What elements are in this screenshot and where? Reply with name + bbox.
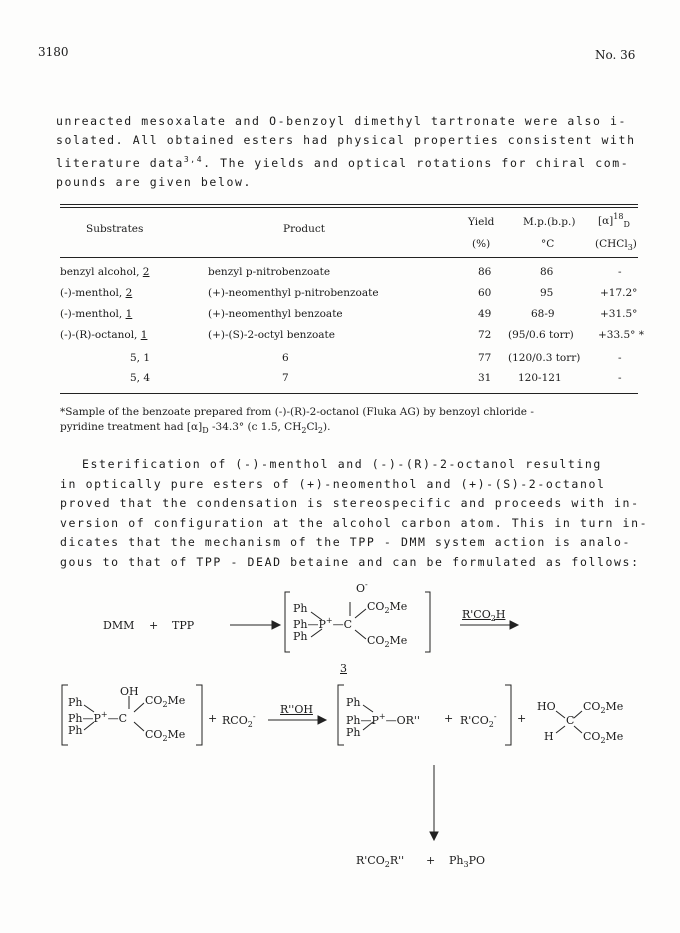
cell-substrate: (-)-menthol, 2 xyxy=(60,287,133,299)
carbon-label: C xyxy=(566,714,575,727)
cell-rotation: +31.5° xyxy=(600,308,638,320)
cell-product: (+)-(S)-2-octyl benzoate xyxy=(208,329,335,341)
header-yield: Yield xyxy=(468,216,495,228)
carboxylate-label: $R'CO_2^-$ xyxy=(460,712,497,729)
cell-yield: 31 xyxy=(478,372,492,384)
ester-group: $CO_2Me$ xyxy=(367,634,408,649)
paragraph-line: dicates that the mechanism of the TPP - DMM system action is analo- xyxy=(60,535,632,549)
phenyl-label: Ph xyxy=(293,602,308,615)
hydroxy-label: HO xyxy=(537,700,556,713)
phenyl-label: Ph xyxy=(293,630,308,643)
hydrogen-label: H xyxy=(544,730,554,743)
oxide-label: O- xyxy=(356,580,368,595)
cell-product: 7 xyxy=(282,372,289,384)
ester-group: $CO_2Me$ xyxy=(145,728,186,743)
plus-sign: + xyxy=(149,619,159,632)
cell-mp: (120/0.3 torr) xyxy=(508,352,581,364)
paragraph-line: in optically pure esters of (+)-neomenthol and (+)-(S)-2-octanol xyxy=(60,476,606,491)
paragraph-line: Esterification of (-)-menthol and (-)-(R)-2-octanol resulting xyxy=(82,457,602,471)
plus-sign: + xyxy=(208,712,218,725)
header-substrates: Substrates xyxy=(86,223,144,235)
tpp-label: TPP xyxy=(172,619,195,632)
cell-yield: 60 xyxy=(478,287,492,299)
cell-substrate: 5, 1 xyxy=(130,352,151,364)
cell-mp: 68-9 xyxy=(531,308,555,320)
phosphine-oxide-label: $Ph_3PO$ xyxy=(449,854,486,869)
paragraph-line: proved that the condensation is stereospecific and proceeds with in- xyxy=(60,496,640,510)
intro-line: literature data$^{3,4}$. The yields and optical rotations for chiral com- xyxy=(56,155,630,170)
cell-mp: 86 xyxy=(540,266,554,278)
carboxylate-label: $RCO_2^-$ xyxy=(222,712,256,729)
intro-line: pounds are given below. xyxy=(56,175,253,189)
hydroxyl-label: OH xyxy=(120,685,139,698)
plus-sign: + xyxy=(517,712,527,725)
ester-group: $CO_2Me$ xyxy=(367,600,408,615)
header-product: Product xyxy=(283,223,325,235)
plus-sign: + xyxy=(426,854,436,867)
cell-product: benzyl p-nitrobenzoate xyxy=(208,266,331,278)
cell-yield: 77 xyxy=(478,352,492,364)
header-mp-unit: °C xyxy=(541,238,555,250)
ester-product: $R'CO_2R''$ xyxy=(356,854,405,869)
cell-product: 6 xyxy=(282,352,289,364)
phenyl-label: Ph xyxy=(68,696,83,709)
header-solvent: (CHCl$_3$) xyxy=(595,238,637,252)
phosphonium-group: Ph—P+—C xyxy=(68,710,128,725)
intro-line: solated. All obtained esters had physical properties consistent with xyxy=(56,133,636,147)
header-yield-unit: (%) xyxy=(472,238,491,250)
plus-sign: + xyxy=(444,712,454,725)
phenyl-label: Ph xyxy=(346,696,361,709)
cell-yield: 72 xyxy=(478,329,492,341)
compound-3-label: 3 xyxy=(340,662,347,675)
header-mp: M.p.(b.p.) xyxy=(523,216,576,228)
header-rotation: $[\alpha]^{18}_D$ xyxy=(598,212,630,229)
ester-group: $CO_2Me$ xyxy=(583,700,624,715)
cell-yield: 49 xyxy=(478,308,492,320)
footnote-line: *Sample of the benzoate prepared from (-)-(R)-2-octanol (Fluka AG) by benzoyl chloride - xyxy=(60,406,534,418)
cell-rotation: - xyxy=(618,352,622,364)
cell-product: (+)-neomenthyl p-nitrobenzoate xyxy=(208,287,379,299)
cell-mp: 95 xyxy=(540,287,554,299)
cell-substrate: 5, 4 xyxy=(130,372,151,384)
phosphonium-group: Ph—P+—C xyxy=(293,616,353,631)
phenyl-label: Ph xyxy=(68,724,83,737)
footnote-line: pyridine treatment had $[\alpha]_D$ -34.3° (c 1.5, $CH_2Cl_2$). xyxy=(60,421,331,435)
cell-rotation: +17.2° xyxy=(600,287,638,299)
cell-rotation: - xyxy=(618,372,622,384)
ester-group: $CO_2Me$ xyxy=(145,694,186,709)
alkoxyphosphonium-group: Ph—P+—OR'' xyxy=(346,712,420,727)
paragraph-line: version of configuration at the alcohol carbon atom. This in turn in- xyxy=(60,515,649,530)
reference-superscript: 3,4 xyxy=(183,155,204,164)
cell-product: (+)-neomenthyl benzoate xyxy=(208,308,343,320)
cell-substrate: (-)-menthol, 1 xyxy=(60,308,133,320)
cell-rotation: +33.5° * xyxy=(598,329,645,341)
cell-substrate: (-)-(R)-octanol, 1 xyxy=(60,329,148,341)
acid-label: $R'CO_2H$ xyxy=(462,608,506,623)
cell-substrate: benzyl alcohol, 2 xyxy=(60,266,150,278)
issue-number: No. 36 xyxy=(595,48,636,62)
cell-mp: 120-121 xyxy=(518,372,562,384)
ester-group: $CO_2Me$ xyxy=(583,730,624,745)
page-number: 3180 xyxy=(38,45,69,59)
cell-mp: (95/0.6 torr) xyxy=(508,329,574,341)
intro-line: unreacted mesoxalate and O-benzoyl dimethyl tartronate were also i- xyxy=(56,114,628,128)
phenyl-label: Ph xyxy=(346,726,361,739)
cell-rotation: - xyxy=(618,266,622,278)
paragraph-line: gous to that of TPP - DEAD betaine and can be formulated as follows: xyxy=(60,554,640,569)
alcohol-label: R''OH xyxy=(280,703,313,716)
dmm-label: DMM xyxy=(103,619,135,632)
cell-yield: 86 xyxy=(478,266,492,278)
